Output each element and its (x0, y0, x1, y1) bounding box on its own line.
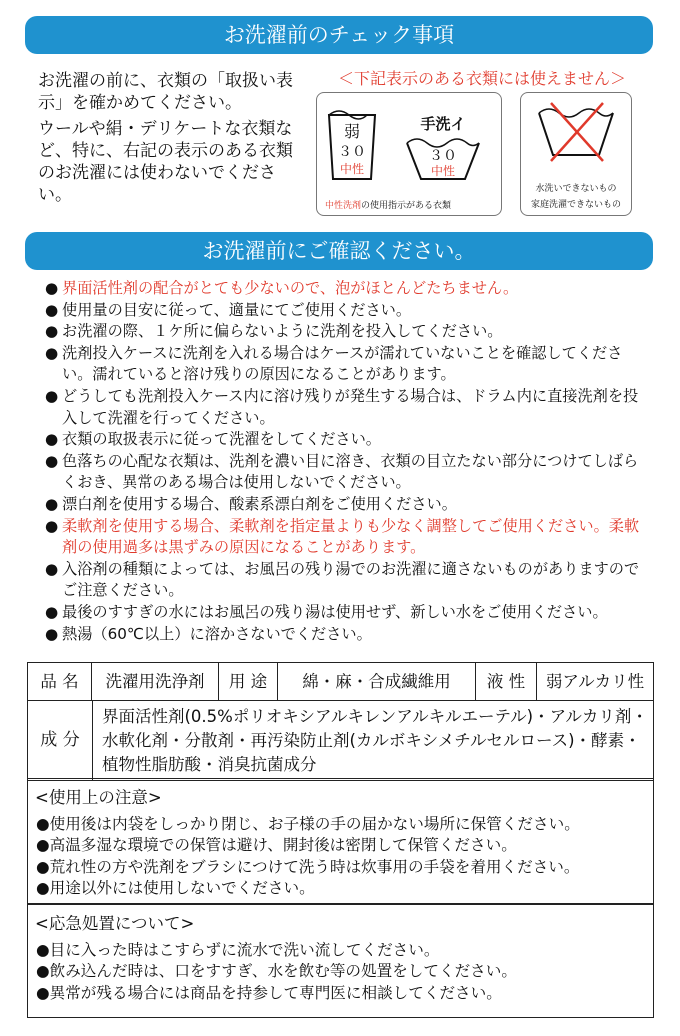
use-label: 用 途 (219, 663, 278, 700)
bullet-icon: ● (45, 559, 59, 578)
precaution-item: ●高温多湿な環境での保管は避け、開封後は密閉して保管ください。 (36, 836, 517, 855)
check-item-text: 入浴剤の種類によっては、お風呂の残り湯でのお洗濯に適さないものがありますのでご注意ください。 (62, 559, 640, 600)
check-item-text: どうしても洗剤投入ケース内に溶け残りが発生する場合は、ドラム内に直接洗剤を投入して洗濯を行ってください。 (62, 386, 639, 427)
check-item (45, 343, 650, 386)
wash-symbols-icon (317, 93, 501, 193)
check-item-text: 漂白剤を使用する場合、酸素系漂白剤をご使用ください。 (62, 494, 457, 513)
no-water-wash-label: 水洗いできないもの (535, 184, 617, 194)
check-item (45, 494, 650, 516)
first-aid (27, 904, 654, 1018)
check-item-text: 使用量の目安に従って、適量にてご使用ください。 (62, 300, 412, 319)
unusable-garments-title: ＜下記表示のある衣類には使えません＞ (337, 69, 626, 88)
check-item-text: 熱湯（60℃以上）に溶かさないでください。 (62, 624, 372, 643)
check-item (45, 300, 650, 322)
check-item (45, 278, 650, 300)
no-home-wash-label: 家庭洗濯できないもの (530, 200, 621, 210)
bullet-icon: ● (45, 300, 59, 319)
bullet-icon: ● (45, 494, 59, 513)
check-item-text: 柔軟剤を使用する場合、柔軟剤を指定量よりも少なく調整してご使用ください。柔軟剤の使用過多は黒ずみの原因になることがあります。 (62, 516, 640, 557)
check-item (45, 451, 650, 494)
check-item (45, 624, 650, 646)
weak-label: 弱 (343, 122, 361, 141)
section-header-check-items: お洗濯前のチェック事項 (25, 16, 653, 54)
intro-paragraph-2: ウールや絹・デリケートな衣類など、特に、右記の表示のある衣類のお洗濯には使わないでください。 (38, 119, 293, 205)
check-item (45, 602, 650, 624)
precaution-item: ●用途以外には使用しないでください。 (36, 878, 315, 897)
hand-wash-30-icon (407, 115, 479, 179)
liquid-label: 液 性 (476, 663, 537, 700)
bullet-icon: ● (45, 343, 59, 362)
precautions-title: <使用上の注意> (35, 788, 162, 807)
pre-wash-checklist (45, 278, 650, 645)
check-item-text: 色落ちの心配な衣類は、洗剤を濃い目に溶き、衣類の目立たない部分につけてしばらくおき、異常のある場合は使用しないでください。 (62, 451, 639, 492)
check-item-text: 衣類の取扱表示に従って洗濯をしてください。 (62, 430, 381, 449)
bullet-icon: ● (45, 386, 59, 405)
bullet-icon: ● (45, 602, 59, 621)
neutral-label-2: 中性 (430, 164, 456, 178)
bullet-icon: ● (45, 279, 59, 297)
spec-row-1 (28, 663, 653, 701)
check-item-text: 最後のすすぎの水にはお風呂の残り湯は使用せず、新しい水をご使用ください。 (62, 602, 608, 621)
check-item (45, 516, 650, 559)
check-item (45, 429, 650, 451)
weak-machine-wash-30-icon (329, 111, 375, 179)
no-wash-icon (521, 93, 631, 173)
check-item (45, 321, 650, 343)
bullet-icon: ● (45, 451, 59, 470)
check-item-text: 界面活性剤の配合がとても少ないので、泡がほとんどたちません。 (62, 279, 519, 297)
bullet-icon: ● (45, 516, 59, 535)
liquid-value: 弱アルカリ性 (545, 672, 645, 691)
first-aid-item: ●異常が残る場合には商品を持参して専門医に相談してください。 (36, 983, 502, 1002)
intro-text (38, 70, 300, 210)
neutral-label-1: 中性 (339, 162, 365, 176)
check-item (45, 559, 650, 602)
use-value: 綿・麻・合成繊維用 (278, 663, 476, 700)
first-aid-title: <応急処置について> (35, 914, 195, 933)
care-symbols-delicate (316, 92, 502, 216)
ingredients-label: 成 分 (28, 700, 93, 780)
section-header-confirm: お洗濯前にご確認ください。 (25, 232, 653, 270)
care-symbols-no-wash (520, 92, 632, 216)
ingredients-value: 界面活性剤(0.5%ポリオキシアルキレンアルキルエーテル)・アルカリ剤・水軟化剤・分散剤・再汚染防止剤(カルボキシメチルセルロース)・酵素・植物性脂肪酸・消臭抗菌成分 (102, 707, 648, 774)
name-label: 品 名 (28, 663, 92, 700)
temp-label-2: ３０ (429, 148, 457, 164)
handwash-label: 手洗イ (420, 115, 466, 133)
first-aid-item: ●目に入った時はこすらずに流水で洗い流してください。 (36, 941, 440, 959)
check-item-text: 洗剤投入ケースに洗剤を入れる場合はケースが濡れていないことを確認してください。濡れていると溶け残りの原因になることがあります。 (62, 343, 623, 384)
check-item-text: お洗濯の際、１ケ所に偏らないように洗剤を投入してください。 (62, 322, 503, 341)
intro-paragraph-1: お洗濯の前に、衣類の「取扱い表示」を確かめてください。 (38, 71, 293, 113)
temp-label-1: ３０ (338, 144, 366, 160)
check-item (45, 386, 650, 429)
usage-precautions (27, 778, 654, 904)
bullet-icon: ● (45, 430, 59, 449)
first-aid-item: ●飲み込んだ時は、口をすすぎ、水を飲む等の処置をしてください。 (36, 962, 517, 981)
bullet-icon: ● (45, 322, 59, 341)
name-value: 洗濯用洗浄剤 (92, 663, 219, 700)
bullet-icon: ● (45, 624, 59, 643)
neutral-detergent-caption: 中性洗剤の使用指示がある衣類 (325, 201, 452, 211)
precaution-item: ●使用後は内袋をしっかり閉じ、お子様の手の届かない場所に保管ください。 (36, 815, 580, 833)
product-spec-table (27, 662, 654, 781)
precaution-item: ●荒れ性の方や洗剤をブラシにつけて洗う時は炊事用の手袋を着用ください。 (36, 857, 580, 876)
